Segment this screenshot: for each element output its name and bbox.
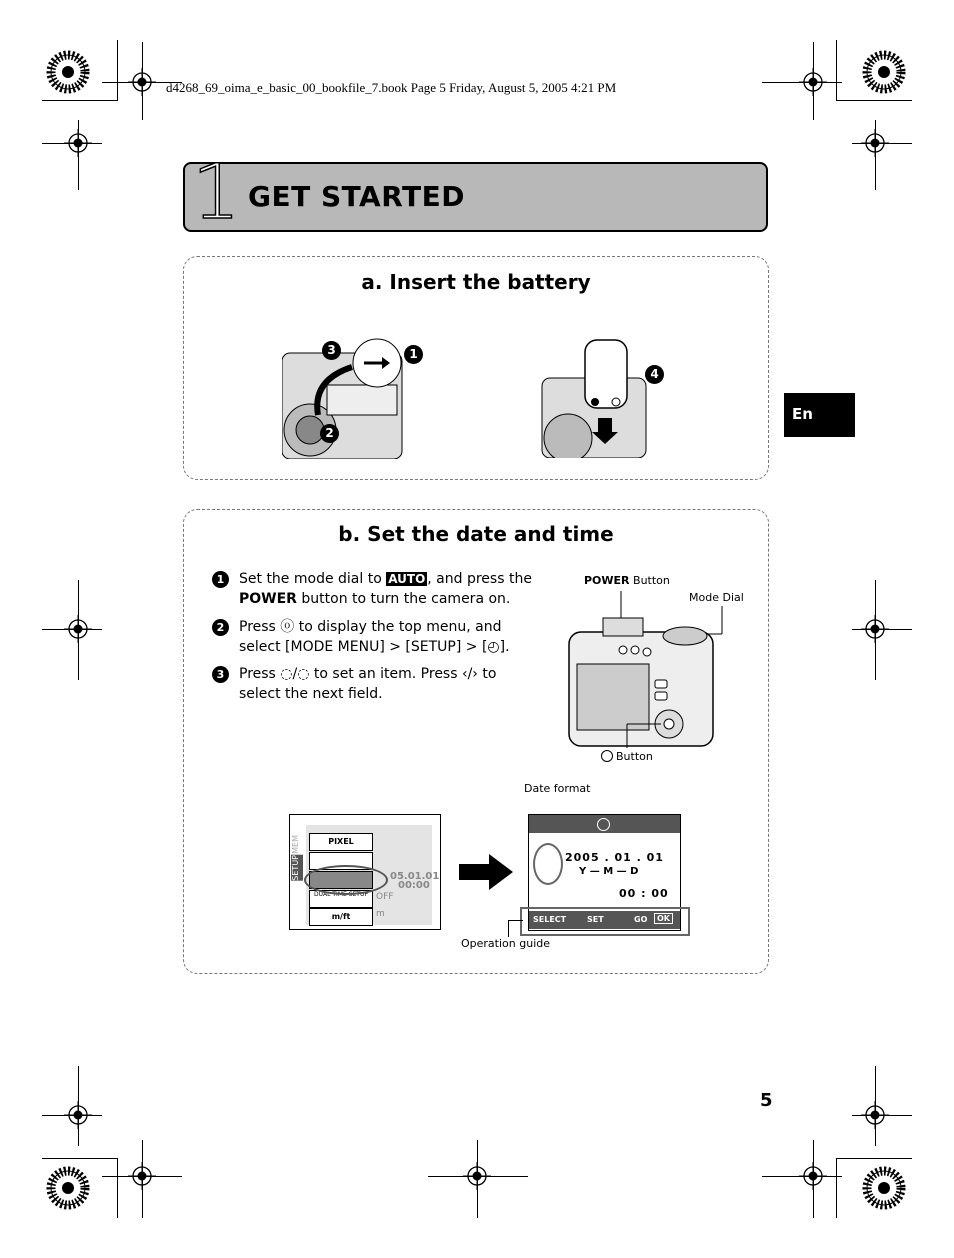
date-value: 2005 . 01 . 01 xyxy=(565,851,664,864)
language-tab[interactable]: En xyxy=(784,393,855,437)
ok-icon xyxy=(601,750,613,762)
step-1-post: button to turn the camera on. xyxy=(296,591,511,607)
callout-4: 4 xyxy=(645,365,664,384)
book-header-line: d4268_69_oima_e_basic_00_bookfile_7.book Page 5 Friday, August 5, 2005 4:21 PM xyxy=(166,80,617,95)
power-button-label: POWER Button xyxy=(584,574,670,587)
callout-1: 1 xyxy=(404,345,423,364)
step-2-number: 2 xyxy=(212,619,229,636)
callout-2: 2 xyxy=(320,424,339,443)
menu-value-date: 05.01.01 xyxy=(390,871,440,882)
setup-menu-screen xyxy=(289,814,441,930)
date-order: Y — M — D xyxy=(579,866,639,877)
arrow-right-icon xyxy=(459,852,515,892)
menu-item-dual-time[interactable]: DUAL TIME SETUP xyxy=(309,890,373,908)
chapter-title: GET STARTED xyxy=(248,180,465,213)
date-format-ellipse xyxy=(533,843,563,885)
chapter-number: 1 xyxy=(192,147,241,236)
auto-mode-icon: AUTO xyxy=(388,572,426,586)
page-number: 5 xyxy=(760,1090,773,1111)
step-1-bold: POWER xyxy=(239,591,297,607)
section-a-title: a. Insert the battery xyxy=(361,270,591,294)
section-b-title: b. Set the date and time xyxy=(338,522,614,546)
step-3-text: Press ◌/◌ to set an item. Press ‹/› to select the next field. xyxy=(239,666,497,702)
step-3-number: 3 xyxy=(212,666,229,683)
callout-3: 3 xyxy=(322,341,341,360)
guide-ok: OK xyxy=(654,913,673,924)
selection-ellipse xyxy=(304,865,388,895)
menu-value-time: 00:00 xyxy=(398,880,430,891)
step-1-number: 1 xyxy=(212,571,229,588)
operation-guide-leader xyxy=(508,920,523,937)
time-value: 00 : 00 xyxy=(619,887,669,900)
menu-item-pixel-mapping[interactable]: PIXEL xyxy=(309,833,373,851)
menu-tab-setup: SETUP xyxy=(291,855,303,881)
menu-value-off: OFF xyxy=(376,892,394,902)
clock-icon xyxy=(597,818,610,831)
step-1-mid: , and press the xyxy=(427,571,532,587)
operation-guide-label: Operation guide xyxy=(461,937,550,950)
guide-set: SET xyxy=(587,915,604,924)
date-format-label: Date format xyxy=(524,782,591,795)
step-1-text xyxy=(239,569,539,609)
menu-value-m: m xyxy=(376,909,385,919)
step-1-pre: Set the mode dial to xyxy=(239,571,387,587)
guide-select: SELECT xyxy=(533,915,567,924)
operation-guide-bracket xyxy=(520,907,690,936)
camera-back-illustration xyxy=(565,588,725,752)
ok-button-label: Button xyxy=(601,750,653,763)
step-2-text: Press ⓞ to display the top menu, and select [MODE MENU] > [SETUP] > [◴]. xyxy=(239,619,510,655)
battery-insert-illustration xyxy=(540,338,650,458)
menu-item-mft[interactable]: m/ft xyxy=(309,908,373,926)
guide-go: GO xyxy=(634,915,648,924)
menu-tab-mem: MEM xyxy=(291,835,300,854)
mode-dial-label: Mode Dial xyxy=(689,591,744,604)
